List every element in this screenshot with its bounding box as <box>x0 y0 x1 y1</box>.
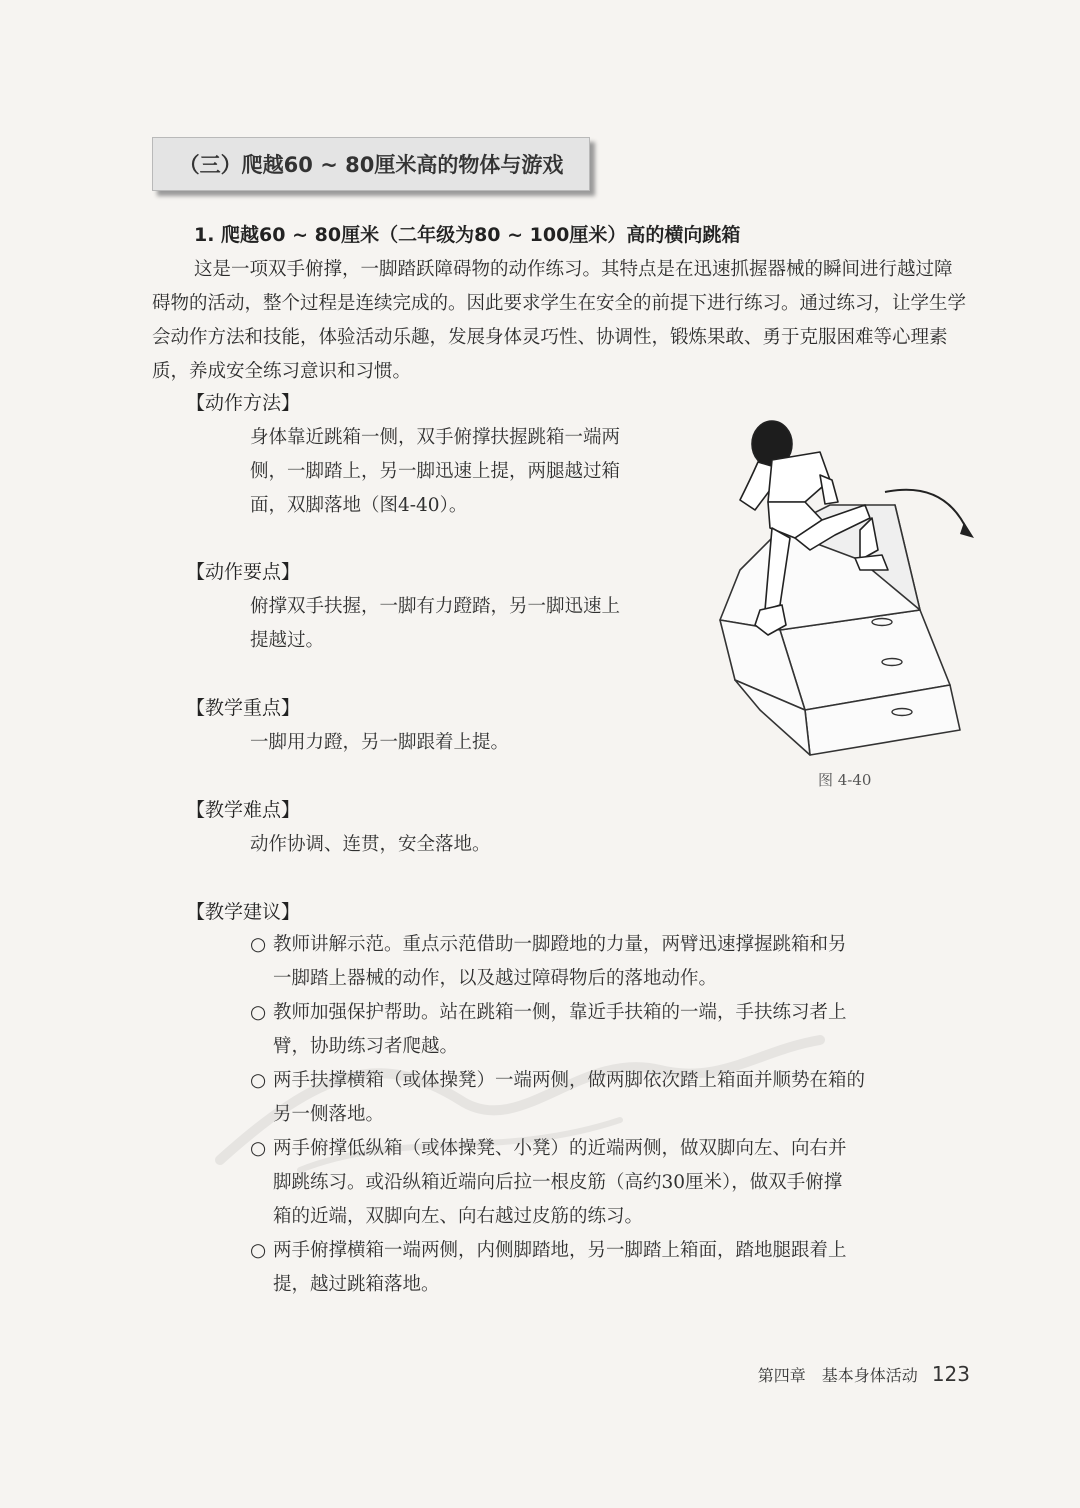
section-title-box <box>152 137 590 191</box>
text-line: 身体靠近跳箱一侧，双手俯撑扶握跳箱一端两 <box>250 427 621 448</box>
text-line: 提，越过跳箱落地。 <box>273 1274 440 1295</box>
intro-paragraph: 这是一项双手俯撑，一脚踏跃障碍物的动作练习。其特点是在迅速抓握器械的瞬间进行越过障碍物的活动，整个过程是连续完成的。因此要求学生在安全的前提下进行练习。通过练习，让学生学会动作方法和技能，体验活动乐趣，发展身体灵巧性、协调性，锻炼果敢、勇于克服困难等心理素质，养成安全练习意识和习惯。 <box>152 259 967 382</box>
bullet-icon: ○ <box>250 1070 267 1091</box>
list-item <box>250 928 970 996</box>
keypoints-label: 【动作要点】 <box>186 561 301 583</box>
text-line: 另一侧落地。 <box>273 1104 385 1125</box>
text-line: 两手俯撑横箱一端两侧，内侧脚踏地，另一脚踏上箱面，踏地腿跟着上 <box>273 1240 847 1261</box>
page-footer <box>738 1362 970 1386</box>
text-line: 俯撑双手扶握，一脚有力蹬踏，另一脚迅速上 <box>250 596 621 617</box>
text-line: 教师加强保护帮助。站在跳箱一侧，靠近手扶箱的一端，手扶练习者上 <box>273 1002 847 1023</box>
bullet-icon: ○ <box>250 1138 267 1159</box>
keypoints-text <box>250 590 620 658</box>
watermark-logo <box>200 1010 840 1190</box>
item-heading: 1. 爬越60 ~ 80厘米（二年级为80 ~ 100厘米）高的横向跳箱 <box>194 224 741 246</box>
difficulty-text: 动作协调、连贯，安全落地。 <box>250 834 491 855</box>
bullet-icon: ○ <box>250 1002 267 1023</box>
text-line: 箱的近端，双脚向左、向右越过皮筋的练习。 <box>273 1206 644 1227</box>
figure-caption: 图 4-40 <box>818 771 872 789</box>
method-text <box>250 421 620 523</box>
text-line: 侧，一脚踏上，另一脚迅速上提，两腿越过箱 <box>250 461 621 482</box>
bullet-icon: ○ <box>250 1240 267 1261</box>
page-number: 123 <box>931 1362 970 1386</box>
bullet-icon: ○ <box>250 934 267 955</box>
text-line: 一脚踏上器械的动作，以及越过障碍物后的落地动作。 <box>273 968 718 989</box>
focus-text: 一脚用力蹬，另一脚跟着上提。 <box>250 732 510 753</box>
text-line: 面，双脚落地（图4-40）。 <box>250 495 468 516</box>
method-label: 【动作方法】 <box>186 392 301 414</box>
text-line: 教师讲解示范。重点示范借助一脚蹬地的力量，两臂迅速撑握跳箱和另 <box>273 934 847 955</box>
vaulting-box-illustration <box>710 410 980 770</box>
text-line: 提越过。 <box>250 630 325 651</box>
text-line: 臂，协助练习者爬越。 <box>273 1036 459 1057</box>
text-line: 两手扶撑横箱（或体操凳）一端两侧，做两脚依次踏上箱面并顺势在箱的 <box>273 1070 866 1091</box>
list-item <box>250 1234 970 1302</box>
text-line: 脚跳练习。或沿纵箱近端向后拉一根皮筋（高约30厘米），做双手俯撑 <box>273 1172 843 1193</box>
focus-label: 【教学重点】 <box>186 697 301 719</box>
difficulty-label: 【教学难点】 <box>186 799 301 821</box>
chapter-title: 第四章 基本身体活动 <box>757 1366 918 1385</box>
text-line: 两手俯撑低纵箱（或体操凳、小凳）的近端两侧，做双脚向左、向右并 <box>273 1138 847 1159</box>
section-title: （三）爬越60 ~ 80厘米高的物体与游戏 <box>178 153 564 177</box>
suggestions-label: 【教学建议】 <box>186 901 301 923</box>
